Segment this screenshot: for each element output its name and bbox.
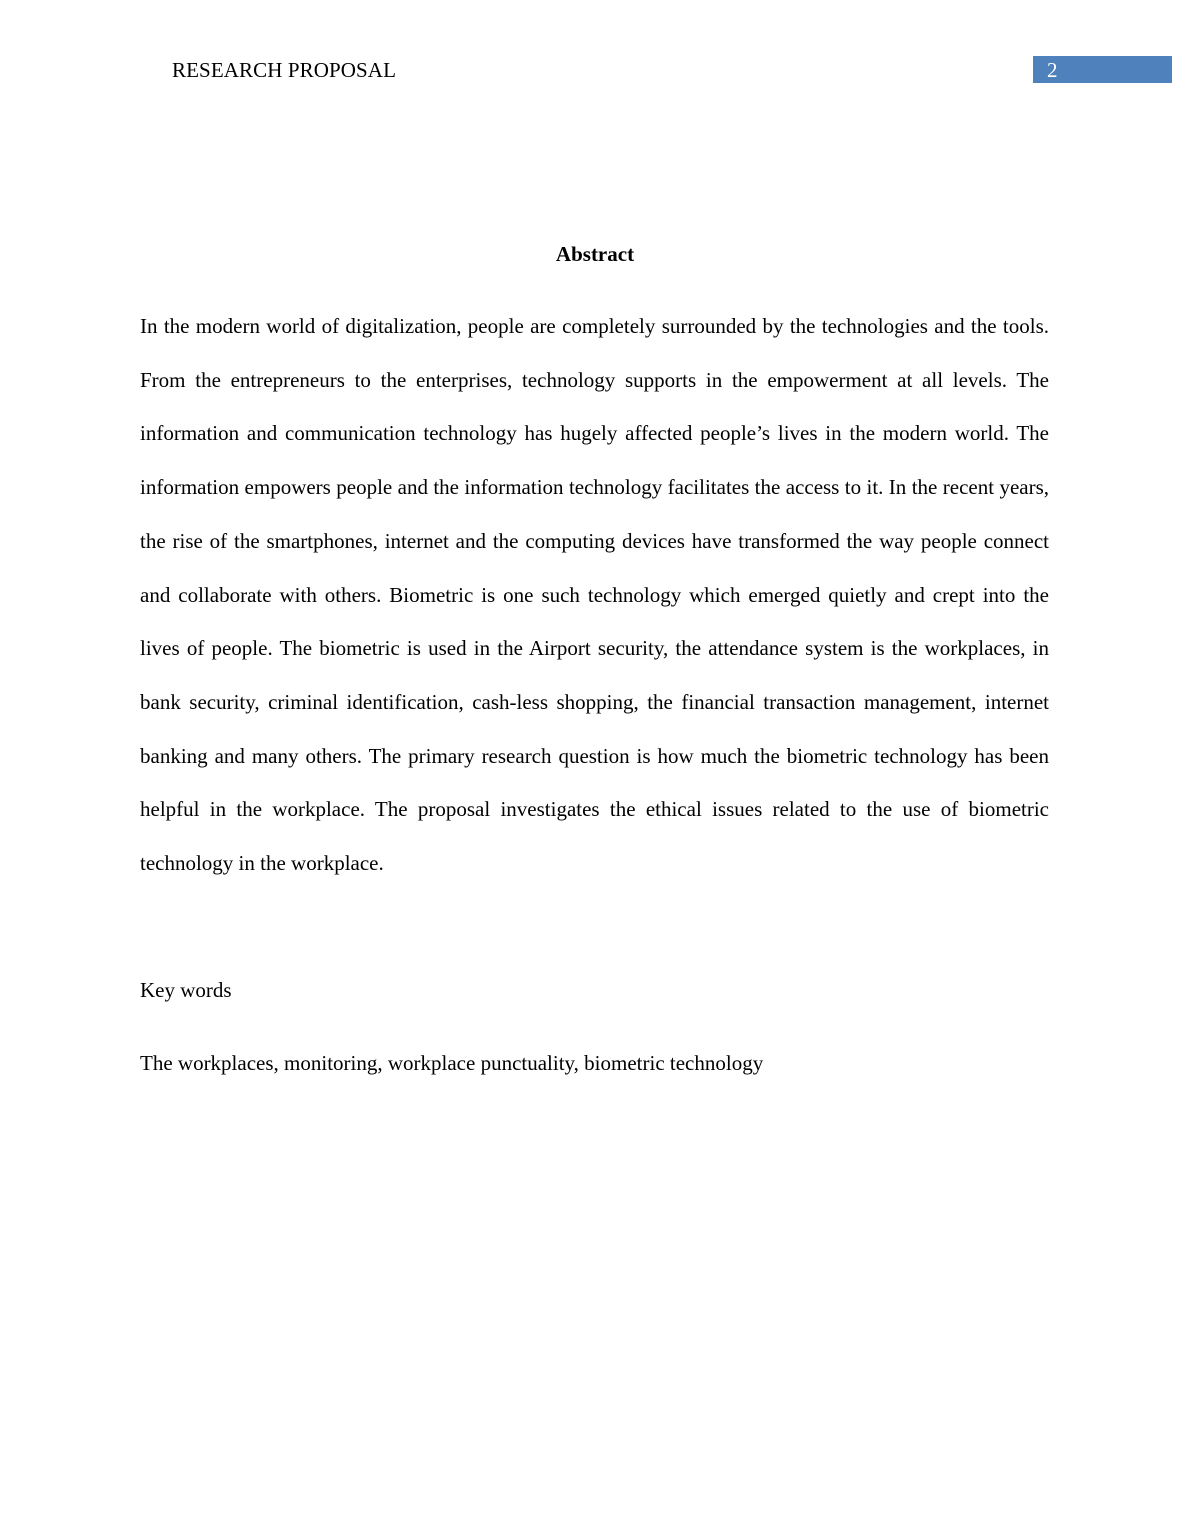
keywords-label: Key words: [140, 978, 232, 1002]
abstract-body: In the modern world of digitalization, people are completely surrounded by the technologies and the tools. From the entrepreneurs to the enterprises, technology supports in the empowerment at all levels. The information and communication technology has hugely affected people’s lives in the modern world. The information empowers people and the information technology facilitates the access to it. In the recent years, the rise of the smartphones, internet and the computing devices have transformed the way people connect and collaborate with others. Biometric is one such technology which emerged quietly and crept into the lives of people. The biometric is used in the Airport security, the attendance system is the workplaces, in bank security, criminal identification, cash-less shopping, the financial transaction management, internet banking and many others. The primary research question is how much the biometric technology has been helpful in the workplace. The proposal investigates the ethical issues related to the use of biometric technology in the workplace.: [140, 314, 1049, 876]
running-head-title: RESEARCH PROPOSAL: [172, 58, 397, 82]
page-number-badge: [1033, 56, 1172, 83]
keywords-list: The workplaces, monitoring, workplace punctuality, biometric technology: [140, 1051, 764, 1075]
page-number: 2: [1047, 58, 1058, 82]
abstract-heading: Abstract: [555, 242, 635, 266]
